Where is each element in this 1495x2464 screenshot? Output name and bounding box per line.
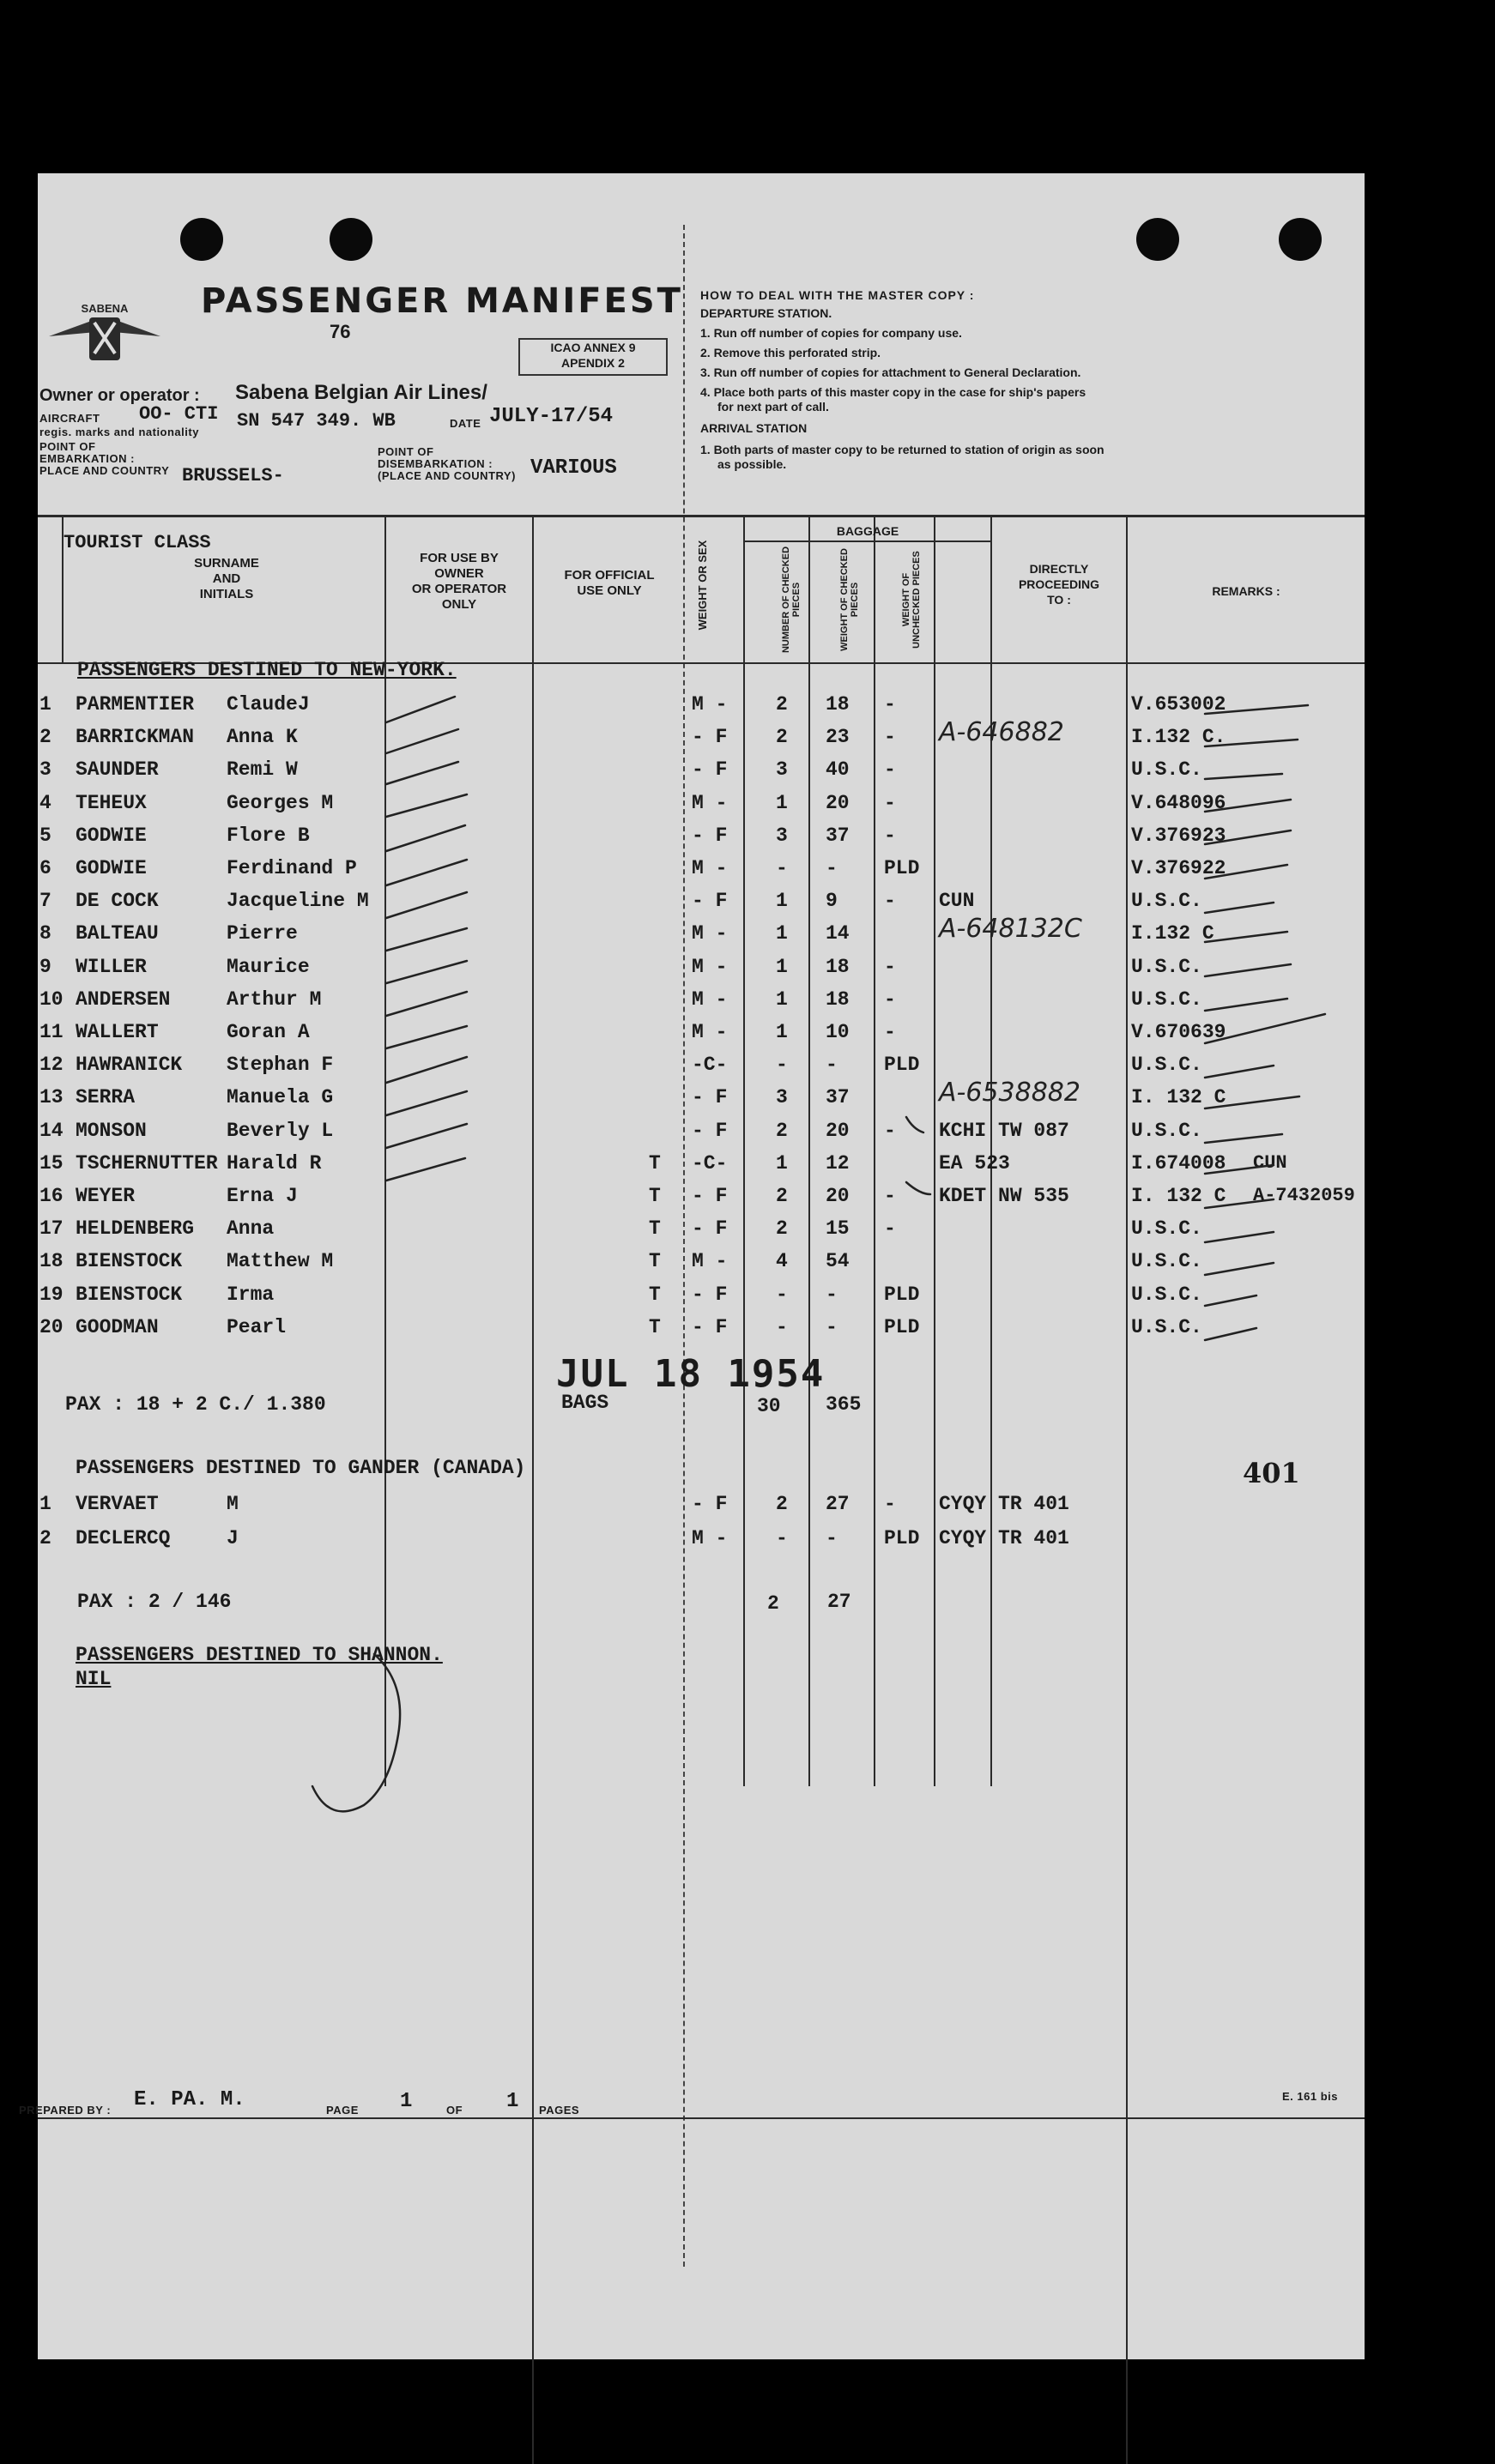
passenger-surname: WALLERT [76,1021,159,1043]
passenger-surname: GOODMAN [76,1315,159,1338]
passenger-initials: Arthur M [227,987,322,1011]
col-directly-header: DIRECTLY PROCEEDING TO : [1018,562,1100,607]
onward-destination: CYQY TR 401 [939,1493,1069,1515]
row-number: 18 [39,1250,64,1273]
remarks: U.S.C. [1131,1315,1202,1338]
handwritten-marks [38,173,1365,2359]
flight-value: SN 547 349. WB [237,410,396,432]
checked-pieces: - [776,857,788,879]
checked-pieces: 2 [776,1185,788,1207]
row-number: 2 [39,1527,51,1549]
remarks: U.S.C. [1131,1283,1202,1306]
checked-weight: 20 [826,1185,850,1207]
of-value: 1 [506,2090,519,2113]
bags-label: BAGS [561,1392,609,1414]
sex-code: M - [692,922,728,945]
passenger-surname: VERVAET [76,1493,159,1515]
row-number: 11 [39,1021,64,1043]
unchecked-weight: PLD [884,1283,920,1306]
col-num-checked-header: NUMBER OF CHECKED PIECES [781,546,802,654]
passenger-surname: HELDENBERG [76,1217,195,1241]
remarks: V.653002 [1131,693,1226,716]
checked-weight: 20 [826,791,850,814]
handwritten-note: A-648132C [939,914,1082,945]
of-label: OF [446,2104,463,2117]
gander-pieces-total: 2 [767,1592,779,1615]
checked-pieces: - [776,1527,788,1549]
checked-weight: 27 [826,1493,850,1515]
passenger-initials: Anna [227,1217,275,1241]
manifest-number: 76 [330,321,351,342]
passenger-surname: SERRA [76,1086,136,1109]
prepared-by-value: E. PA. M. [134,2088,245,2111]
row-number: 6 [39,857,51,879]
sex-code: - F [692,824,728,847]
remarks: U.S.C. [1131,1217,1202,1241]
handwritten-note: A-646882 [939,717,1064,748]
sex-code: - F [692,1493,728,1515]
col-owner-header: FOR USE BY OWNER OR OPERATOR ONLY [411,551,507,612]
checked-weight: - [826,857,838,879]
row-number: 16 [39,1185,64,1207]
page-label: PAGE [326,2104,359,2117]
checked-pieces: 3 [776,758,788,782]
checked-pieces: 2 [776,1493,788,1515]
sex-code: - F [692,890,728,913]
passenger-initials: Manuela G [227,1086,334,1109]
passenger-initials: Flore B [227,824,310,847]
remarks: U.S.C. [1131,987,1202,1011]
footer-rule [38,2117,1365,2119]
row-number: 5 [39,824,51,847]
checked-weight: - [826,1054,838,1077]
checked-weight: 37 [826,1086,850,1109]
passenger-surname: GODWIE [76,857,147,879]
embark-value: BRUSSELS- [182,465,284,486]
row-number: 15 [39,1151,64,1175]
remarks-extra: A-7432059 [1253,1185,1355,1206]
sex-code: - F [692,1283,728,1306]
page-value: 1 [400,2090,413,2113]
unchecked-weight: - [884,1119,896,1142]
section-heading-shannon: PASSENGERS DESTINED TO SHANNON. [76,1644,443,1666]
checked-pieces: 1 [776,890,788,913]
passenger-initials: Ferdinand P [227,857,357,879]
checked-pieces: 3 [776,824,788,847]
official-use-mark: T [649,1217,661,1241]
icao-line-1: ICAO ANNEX 9 [550,341,636,354]
passenger-initials: Harald R [227,1151,322,1175]
checked-weight: 23 [826,726,850,749]
row-number: 12 [39,1054,64,1077]
unchecked-weight: - [884,987,896,1011]
passenger-surname: WEYER [76,1185,136,1207]
passenger-initials: Erna J [227,1185,298,1207]
row-number: 17 [39,1217,64,1241]
disembark-label: POINT OF DISEMBARKATION : (PLACE AND COUNTRY) [378,445,516,482]
official-use-mark: T [649,1283,661,1306]
remarks: I. 132 C [1131,1086,1226,1109]
sex-code: -C- [692,1151,728,1175]
unchecked-weight: - [884,726,896,749]
unchecked-weight: - [884,824,896,847]
onward-destination: CUN [939,890,975,913]
official-use-mark: T [649,1315,661,1338]
col-remarks-header: REMARKS : [1212,584,1280,598]
sex-code: - F [692,1217,728,1241]
sex-code: M - [692,791,728,814]
passenger-initials: Irma [227,1283,275,1306]
passenger-surname: GODWIE [76,824,147,847]
checked-pieces: 1 [776,987,788,1011]
unchecked-weight: - [884,1217,896,1241]
manifest-title: PASSENGER MANIFEST [201,281,683,321]
unchecked-weight: - [884,955,896,978]
checked-pieces: - [776,1315,788,1338]
sex-code: M - [692,1021,728,1043]
remarks: V.376922 [1131,857,1226,879]
unchecked-weight: - [884,693,896,716]
unchecked-weight: - [884,791,896,814]
bags-pieces-total: 30 [757,1395,781,1417]
remarks: V.648096 [1131,791,1226,814]
date-stamp: JUL 18 1954 [556,1352,826,1396]
checked-weight: 15 [826,1217,850,1241]
passenger-initials: Pearl [227,1315,287,1338]
row-number: 9 [39,955,51,978]
sex-code: M - [692,693,728,716]
passenger-initials: ClaudeJ [227,693,310,716]
passenger-surname: WILLER [76,955,147,978]
passenger-initials: Goran A [227,1021,310,1043]
passenger-surname: BARRICKMAN [76,726,195,749]
checked-weight: 10 [826,1021,850,1043]
remarks: I.132 C [1131,922,1214,945]
pax-total-new-york: PAX : 18 + 2 C./ 1.380 [65,1393,326,1416]
passenger-initials: Remi W [227,758,298,782]
date-value: JULY-17/54 [489,405,614,428]
checked-weight: 40 [826,758,850,782]
sex-code: - F [692,1086,728,1109]
remarks: U.S.C. [1131,1250,1202,1273]
checked-pieces: 1 [776,791,788,814]
col-baggage-header: BAGGAGE [836,524,899,538]
sex-code: -C- [692,1054,728,1077]
gander-weight-total: 27 [827,1591,851,1613]
passenger-surname: HAWRANICK [76,1054,183,1077]
passenger-initials: Georges M [227,791,334,814]
unchecked-weight: - [884,758,896,782]
passenger-surname: DE COCK [76,890,159,913]
remarks-extra: CUN [1253,1151,1287,1174]
passenger-initials: Pierre [227,922,298,945]
section-heading-new-york: PASSENGERS DESTINED TO NEW-YORK. [77,659,457,681]
passenger-surname: ANDERSEN [76,987,171,1011]
checked-pieces: 2 [776,693,788,716]
official-use-mark: T [649,1250,661,1273]
shannon-nil: NIL [76,1668,112,1690]
checked-pieces: 2 [776,1217,788,1241]
row-number: 1 [39,1493,51,1515]
passenger-surname: TSCHERNUTTER [76,1151,218,1175]
sex-code: M - [692,1250,728,1273]
remarks: I.674008 [1131,1151,1226,1175]
passenger-surname: BALTEAU [76,922,159,945]
passenger-surname: PARMENTIER [76,693,195,716]
row-number: 13 [39,1086,64,1109]
checked-weight: 14 [826,922,850,945]
row-number: 3 [39,758,51,782]
checked-weight: 54 [826,1250,850,1273]
remarks: V.376923 [1131,824,1226,847]
official-use-mark: T [649,1151,661,1175]
section-heading-gander: PASSENGERS DESTINED TO GANDER (CANADA) [76,1457,526,1479]
onward-destination: CYQY TR 401 [939,1527,1069,1549]
checked-pieces: 1 [776,955,788,978]
checked-weight: 37 [826,824,850,847]
instructions-block: HOW TO DEAL WITH THE MASTER COPY : DEPARTURE STATION. 1. Run off number of copies for company use. 2. Remove this perforated strip. 3. Run off number of copies for attachment to General Declaration. 4. Place both parts of this master copy in the case for ship's papers for next part of call. ARRIVAL STATION 1. Both parts of master copy to be returned to station of origin as soon as possible. [700,288,1105,471]
passenger-surname: SAUNDER [76,758,159,782]
checked-weight: 18 [826,955,850,978]
unchecked-weight: PLD [884,857,920,879]
col-official-header: FOR OFFICIAL USE ONLY [564,568,655,598]
row-number: 19 [39,1283,64,1306]
unchecked-weight: - [884,1493,896,1515]
passenger-initials: M [227,1493,239,1515]
onward-destination: KDET NW 535 [939,1185,1069,1207]
checked-weight: - [826,1527,838,1549]
sex-code: M - [692,857,728,879]
unchecked-weight: PLD [884,1315,920,1338]
checked-pieces: 2 [776,726,788,749]
checked-pieces: - [776,1054,788,1077]
unchecked-weight: PLD [884,1054,920,1077]
row-number: 2 [39,726,51,749]
remarks: I. 132 C [1131,1185,1226,1207]
owner-label: Owner or operator : [39,386,200,405]
sex-code: M - [692,987,728,1011]
passenger-surname: DECLERCQ [76,1527,171,1549]
checked-weight: 9 [826,890,838,913]
checked-weight: 18 [826,693,850,716]
sex-code: - F [692,1119,728,1142]
passenger-initials: Anna K [227,726,298,749]
passenger-initials: Jacqueline M [227,890,369,913]
aircraft-label: AIRCRAFT [39,412,100,425]
passenger-surname: TEHEUX [76,791,147,814]
unchecked-weight: - [884,1021,896,1043]
owner-value: Sabena Belgian Air Lines/ [235,381,487,404]
disembark-value: VARIOUS [530,456,617,480]
remarks: U.S.C. [1131,1054,1202,1077]
checked-pieces: 3 [776,1086,788,1109]
passenger-initials: Maurice [227,955,310,978]
row-number: 8 [39,922,51,945]
row-number: 20 [39,1315,64,1338]
passenger-initials: Matthew M [227,1250,334,1273]
checked-weight: 20 [826,1119,850,1142]
passenger-initials: J [227,1527,239,1549]
onward-destination: EA 523 [939,1151,1010,1175]
embark-label: POINT OF EMBARKATION : PLACE AND COUNTRY [39,440,170,477]
pages-label: PAGES [539,2104,580,2117]
passenger-surname: MONSON [76,1119,147,1142]
unchecked-weight: PLD [884,1527,920,1549]
checked-weight: 18 [826,987,850,1011]
checked-pieces: 1 [776,922,788,945]
sex-code: - F [692,1315,728,1338]
col-weight-sex-header: WEIGHT OR SEX [696,540,709,631]
row-number: 7 [39,890,51,913]
class-label: TOURIST CLASS [64,532,211,553]
sex-code: M - [692,955,728,978]
remarks: I.132 C. [1131,726,1226,749]
sex-code: - F [692,1185,728,1207]
sex-code: - F [692,726,728,749]
checked-pieces: 1 [776,1021,788,1043]
date-label: DATE [450,417,481,430]
col-name-header: SURNAME AND INITIALS [194,556,259,601]
passenger-initials: Beverly L [227,1119,334,1142]
handwritten-note: A-6538882 [939,1078,1080,1108]
checked-weight: 12 [826,1151,850,1175]
row-number: 14 [39,1119,64,1142]
row-number: 1 [39,693,51,716]
checked-weight: - [826,1315,838,1338]
passenger-surname: BIENSTOCK [76,1250,183,1273]
gander-flight-number: 401 [1243,1457,1300,1489]
aircraft-value: OO- CTI [139,403,219,425]
checked-pieces: - [776,1283,788,1306]
remarks: V.670639 [1131,1021,1226,1043]
checked-pieces: 1 [776,1151,788,1175]
pax-total-gander: PAX : 2 / 146 [77,1591,232,1613]
aircraft-label-2: regis. marks and nationality [39,426,199,438]
form-number: E. 161 bis [1282,2090,1338,2103]
sex-code: M - [692,1527,728,1549]
checked-weight: - [826,1283,838,1306]
checked-pieces: 2 [776,1119,788,1142]
prepared-by-label: PREPARED BY : [19,2104,112,2117]
col-wt-checked-header: WEIGHT OF CHECKED PIECES [839,548,860,651]
passenger-initials: Stephan F [227,1054,334,1077]
svg-text:SABENA: SABENA [81,302,129,315]
passenger-surname: BIENSTOCK [76,1283,183,1306]
manifest-sheet [19,173,1365,2359]
remarks: U.S.C. [1131,758,1202,782]
checked-pieces: 4 [776,1250,788,1273]
remarks: U.S.C. [1131,1119,1202,1142]
col-wt-unchecked-header: WEIGHT OF UNCHECKED PIECES [901,551,922,649]
unchecked-weight: - [884,1185,896,1207]
sex-code: - F [692,758,728,782]
unchecked-weight: - [884,890,896,913]
bags-weight-total: 365 [826,1393,862,1416]
onward-destination: KCHI TW 087 [939,1119,1069,1142]
icao-line-2: APENDIX 2 [561,356,625,370]
remarks: U.S.C. [1131,890,1202,913]
row-number: 10 [39,987,64,1011]
remarks: U.S.C. [1131,955,1202,978]
official-use-mark: T [649,1185,661,1207]
row-number: 4 [39,791,51,814]
